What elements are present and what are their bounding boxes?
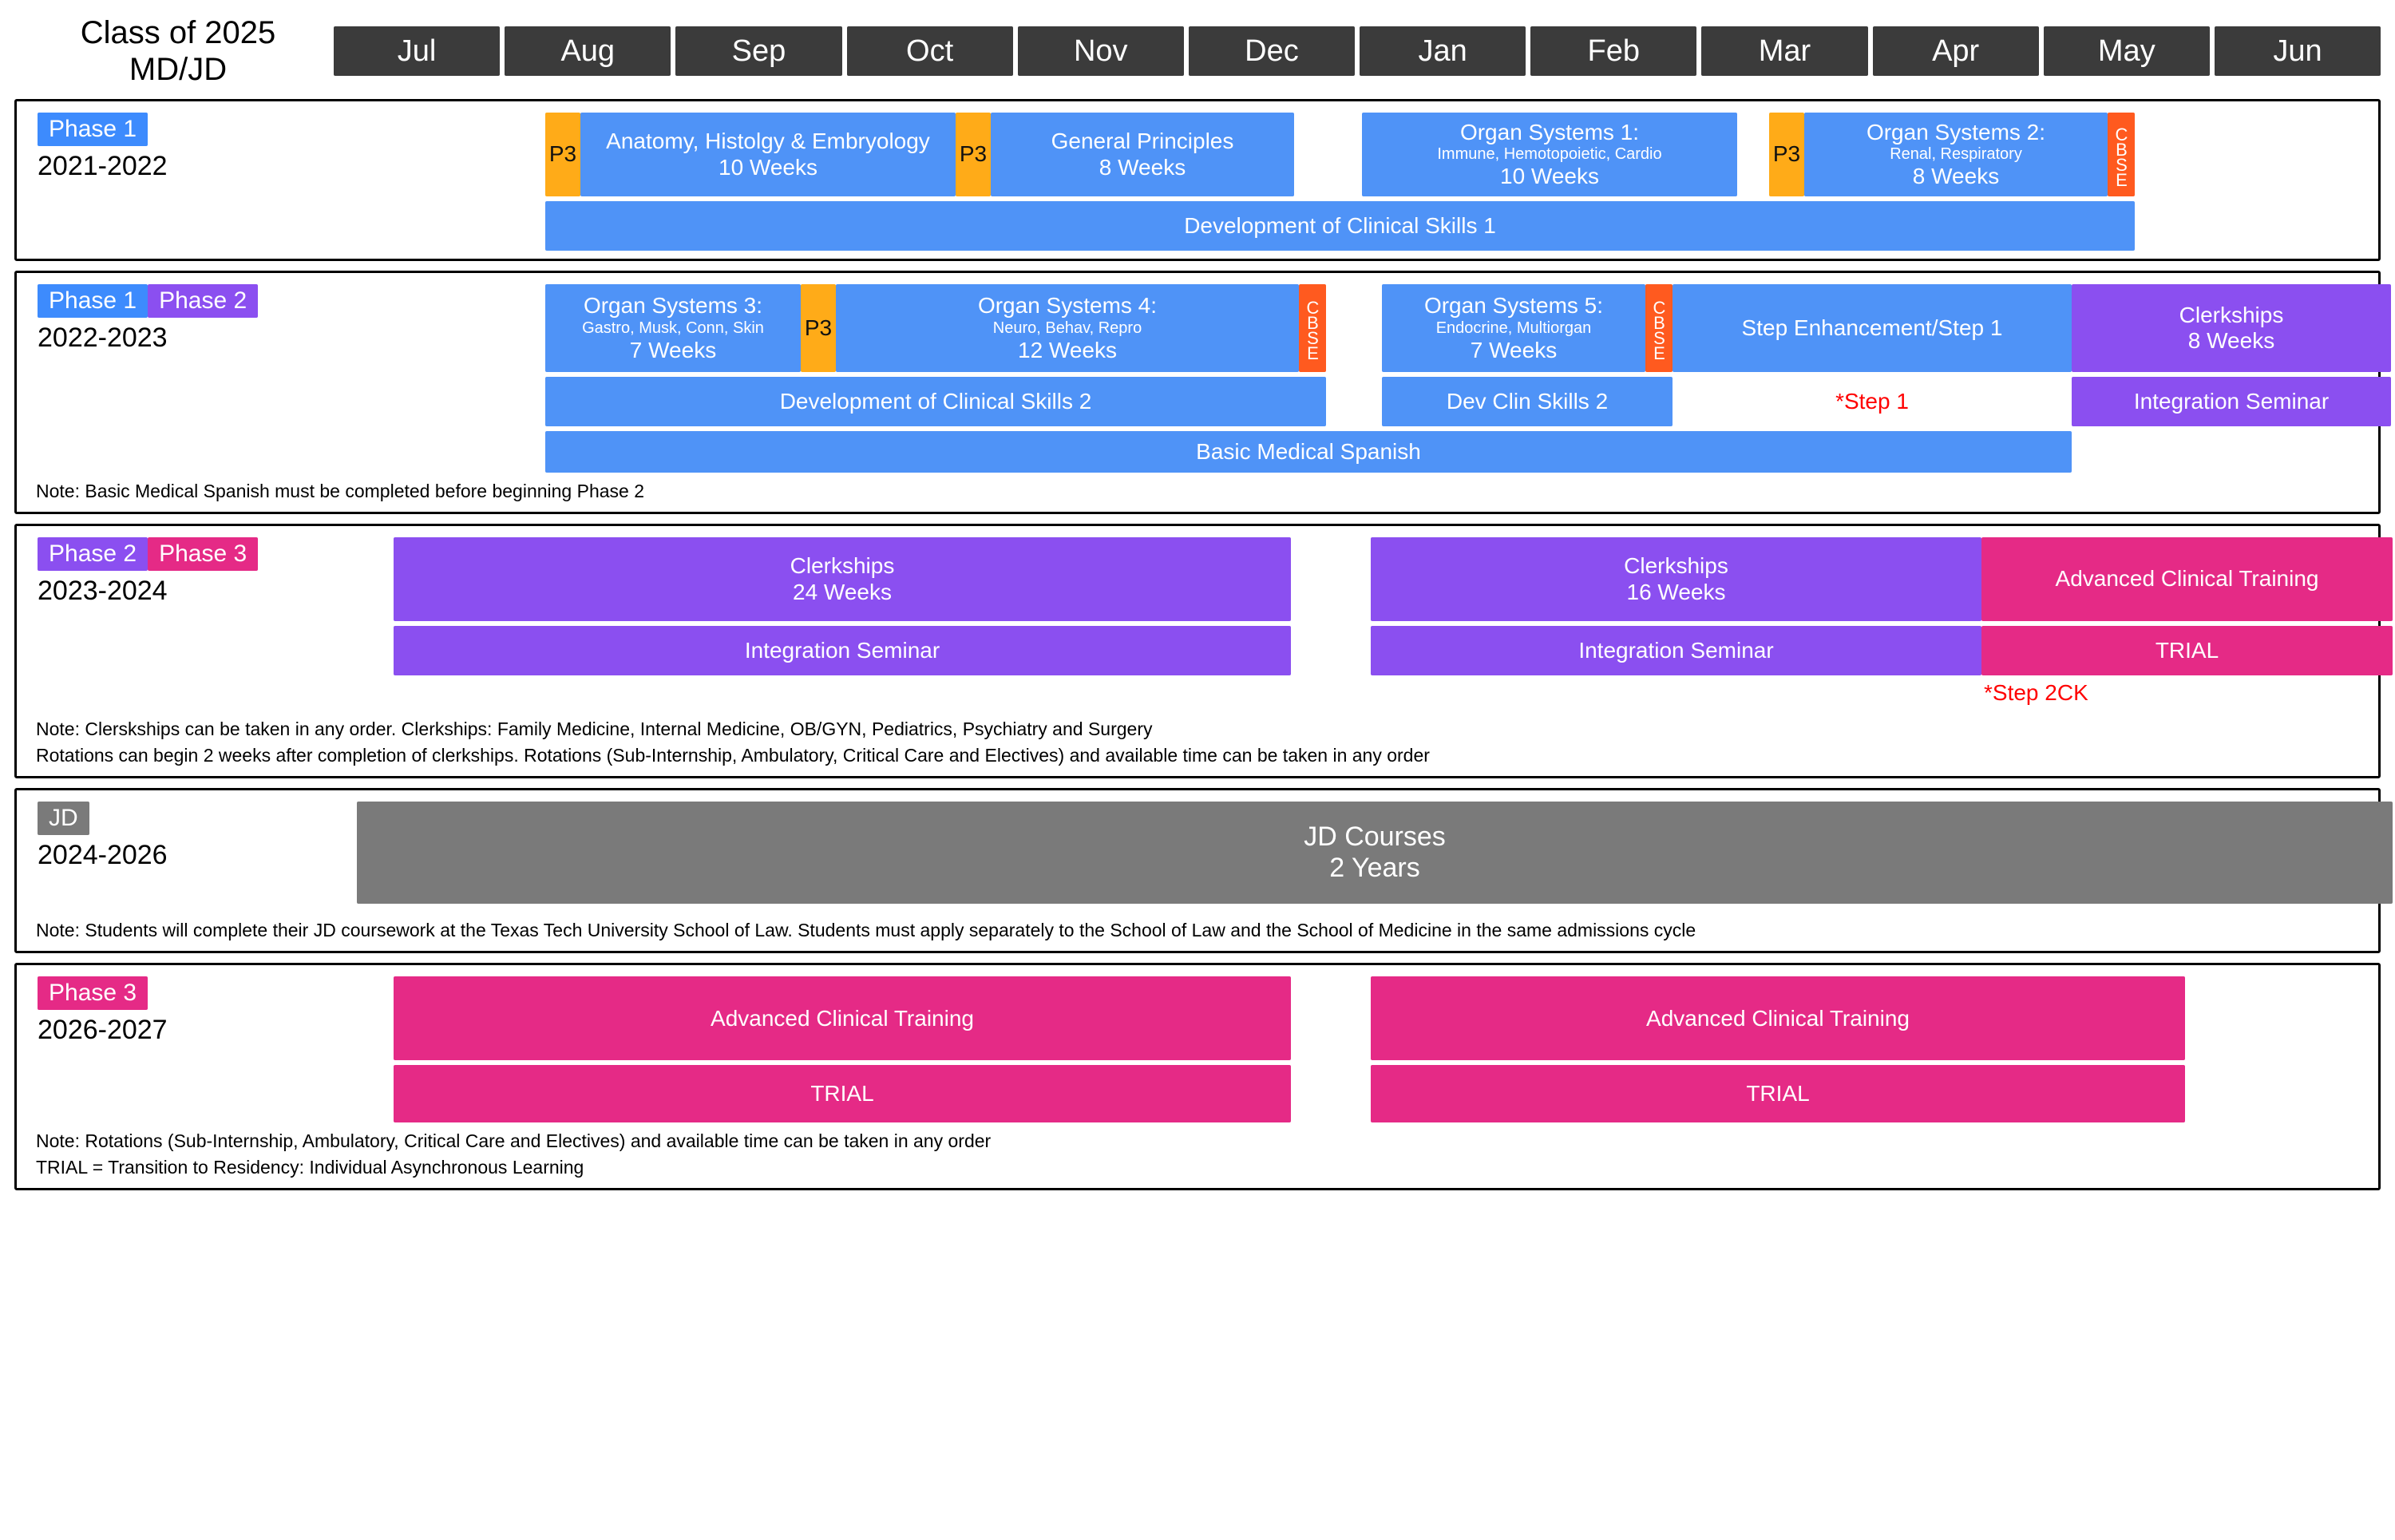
cbse-block-year2-a (1299, 284, 1326, 372)
year5-act-bars (346, 976, 2369, 1060)
badge-phase2: Phase 2 (148, 284, 258, 318)
cbse-label: CBSE (2112, 124, 2132, 185)
year5-badges (38, 976, 346, 1010)
timeline-header (14, 13, 2381, 89)
year5-note-2: TRIAL = Transition to Residency: Individual Asynchronous Learning (36, 1157, 584, 1178)
month-jan: Jan (1360, 26, 1526, 76)
class-title-line2: MD/JD (129, 52, 228, 87)
year3-label (26, 537, 346, 711)
year5-label (26, 976, 346, 1122)
month-oct: Oct (847, 26, 1013, 76)
year1-skills-bars (346, 201, 2369, 251)
year4-track (346, 802, 2393, 904)
integration-seminar-year3-a: Integration Seminar (394, 626, 1291, 675)
badge-jd: JD (38, 802, 89, 835)
month-may: May (2044, 26, 2210, 76)
month-sep: Sep (675, 26, 841, 76)
year4-note: Note: Students will complete their JD coursework at the Texas Tech University School of Law. Students must apply separately to the School of Law and the School of Medicine in the same admissions cycle (36, 920, 1696, 941)
month-jul: Jul (334, 26, 500, 76)
month-mar: Mar (1701, 26, 1867, 76)
year2-skills-bars (346, 377, 2391, 426)
clerkships-16w-weeks: 16 Weeks (1626, 579, 1726, 604)
year3-years: 2023-2024 (38, 576, 168, 607)
development-clinical-skills-1: Development of Clinical Skills 1 (545, 201, 2135, 251)
month-jun: Jun (2215, 26, 2381, 76)
organ-systems-2-weeks: 8 Weeks (1912, 164, 2000, 188)
p3-block-year2: P3 (801, 284, 836, 372)
trial-block-2: TRIAL (1371, 1065, 2185, 1122)
year2-badges (38, 284, 346, 318)
year-row-2026-2027 (14, 963, 2381, 1190)
organ-systems-3-sub: Gastro, Musk, Conn, Skin (582, 319, 764, 337)
cbse-label: CBSE (1649, 298, 1669, 358)
year-row-2021-2022 (14, 99, 2381, 261)
year-row-2022-2023 (14, 271, 2381, 514)
integration-seminar-year3-b: Integration Seminar (1371, 626, 1981, 675)
organ-systems-3-block (545, 284, 801, 372)
development-clinical-skills-2: Development of Clinical Skills 2 (545, 377, 1326, 426)
advanced-clinical-training-block-2: Advanced Clinical Training (1371, 976, 2185, 1060)
cbse-block-year1 (2108, 113, 2135, 196)
year-row-2024-2026 (14, 788, 2381, 953)
organ-systems-4-block (836, 284, 1299, 372)
year3-track (346, 537, 2393, 711)
year3-note-1: Note: Clerskships can be taken in any order. Clerkships: Family Medicine, Internal Medicine, OB/GYN, Pediatrics, Psychiatry and Surgery (36, 719, 1153, 740)
organ-systems-1-title: Organ Systems 1: (1459, 119, 1640, 144)
year3-clerkship-bars (346, 537, 2393, 621)
month-dec: Dec (1189, 26, 1355, 76)
year5-note-1: Note: Rotations (Sub-Internship, Ambulatory, Critical Care and Electives) and available time can be taken in any order (36, 1130, 992, 1152)
badge-phase1: Phase 1 (38, 113, 148, 146)
year2-years: 2022-2023 (38, 323, 168, 353)
year1-track (346, 113, 2369, 251)
step-1-label: *Step 1 (1835, 388, 1909, 414)
trial-block-year3: TRIAL (1981, 626, 2393, 675)
badge-phase1: Phase 1 (38, 284, 148, 318)
clerkships-24w-title: Clerkships (790, 553, 895, 579)
general-principles-title: General Principles (1051, 129, 1234, 154)
year1-label (26, 113, 346, 251)
organ-systems-2-block (1804, 113, 2108, 196)
dev-clin-skills-2-short: Dev Clin Skills 2 (1382, 377, 1673, 426)
year4-jd-bars (346, 802, 2393, 904)
step-2ck-label: *Step 2CK (1984, 679, 2088, 705)
year4-years: 2024-2026 (38, 840, 168, 871)
integration-seminar-year2: Integration Seminar (2072, 377, 2391, 426)
organ-systems-1-weeks: 10 Weeks (1500, 164, 1599, 188)
year5-trial-bars (346, 1065, 2369, 1122)
year-row-2023-2024 (14, 524, 2381, 778)
year4-badges (38, 802, 346, 835)
month-header-row (334, 26, 2381, 76)
clerkships-block-year2 (2072, 284, 2391, 372)
year1-course-bars (346, 113, 2369, 196)
month-nov: Nov (1018, 26, 1184, 76)
organ-systems-5-title: Organ Systems 5: (1423, 293, 1604, 319)
year2-course-bars (346, 284, 2391, 372)
organ-systems-3-weeks: 7 Weeks (629, 337, 717, 362)
trial-block-1: TRIAL (394, 1065, 1291, 1122)
year3-step2ck-row (346, 675, 2393, 711)
year3-badges (38, 537, 346, 571)
year2-track (346, 284, 2391, 473)
general-principles-weeks: 8 Weeks (1099, 154, 1186, 180)
general-principles-block (991, 113, 1294, 196)
month-feb: Feb (1530, 26, 1696, 76)
year1-years: 2021-2022 (38, 151, 168, 181)
organ-systems-4-weeks: 12 Weeks (1018, 337, 1117, 362)
badge-phase3: Phase 3 (38, 976, 148, 1010)
basic-medical-spanish: Basic Medical Spanish (545, 431, 2072, 473)
anatomy-histology-embryology-block (580, 113, 956, 196)
year3-note-2: Rotations can begin 2 weeks after completion of clerkships. Rotations (Sub-Internship, Ambulatory, Critical Care and Electives) and available time can be taken in any order (36, 745, 1430, 766)
p3-block-2: P3 (956, 113, 991, 196)
badge-phase3: Phase 3 (148, 537, 258, 571)
clerkships-24w-block (394, 537, 1291, 621)
jd-courses-title: JD Courses (1304, 821, 1446, 853)
clerkships-weeks: 8 Weeks (2187, 328, 2275, 353)
clerkships-16w-title: Clerkships (1624, 553, 1728, 579)
clerkships-title: Clerkships (2179, 302, 2284, 327)
clerkships-16w-block (1371, 537, 1981, 621)
month-apr: Apr (1873, 26, 2039, 76)
year5-track (346, 976, 2369, 1122)
organ-systems-5-weeks: 7 Weeks (1470, 337, 1558, 362)
organ-systems-2-title: Organ Systems 2: (1866, 119, 2046, 144)
year5-years: 2026-2027 (38, 1015, 168, 1046)
step-enhancement-block: Step Enhancement/Step 1 (1673, 284, 2072, 372)
organ-systems-3-title: Organ Systems 3: (583, 293, 763, 319)
organ-systems-5-block (1382, 284, 1645, 372)
jd-courses-block (357, 802, 2393, 904)
organ-systems-1-block (1362, 113, 1737, 196)
year2-spanish-bars (346, 431, 2391, 473)
anatomy-block-title: Anatomy, Histolgy & Embryology (606, 129, 930, 154)
year3-seminar-bars (346, 626, 2393, 675)
month-aug: Aug (505, 26, 671, 76)
badge-phase2: Phase 2 (38, 537, 148, 571)
anatomy-block-weeks: 10 Weeks (718, 154, 817, 180)
cbse-block-year2-b (1645, 284, 1673, 372)
year2-label (26, 284, 346, 473)
organ-systems-5-sub: Endocrine, Multiorgan (1435, 319, 1592, 337)
jd-courses-length: 2 Years (1329, 853, 1420, 884)
organ-systems-1-sub: Immune, Hemotopoietic, Cardio (1437, 145, 1662, 163)
class-title-line1: Class of 2025 (80, 15, 276, 50)
organ-systems-4-title: Organ Systems 4: (977, 293, 1158, 319)
class-title (14, 14, 334, 88)
cbse-label: CBSE (1303, 298, 1323, 358)
p3-block-3: P3 (1769, 113, 1804, 196)
year2-note: Note: Basic Medical Spanish must be completed before beginning Phase 2 (36, 481, 645, 501)
year1-badges (38, 113, 346, 146)
p3-block-1: P3 (545, 113, 580, 196)
organ-systems-2-sub: Renal, Respiratory (1890, 145, 2022, 163)
advanced-clinical-training-block-1: Advanced Clinical Training (394, 976, 1291, 1060)
clerkships-24w-weeks: 24 Weeks (793, 579, 892, 604)
organ-systems-4-sub: Neuro, Behav, Repro (992, 319, 1142, 337)
year4-label (26, 802, 346, 904)
advanced-clinical-training-year3: Advanced Clinical Training (1981, 537, 2393, 621)
